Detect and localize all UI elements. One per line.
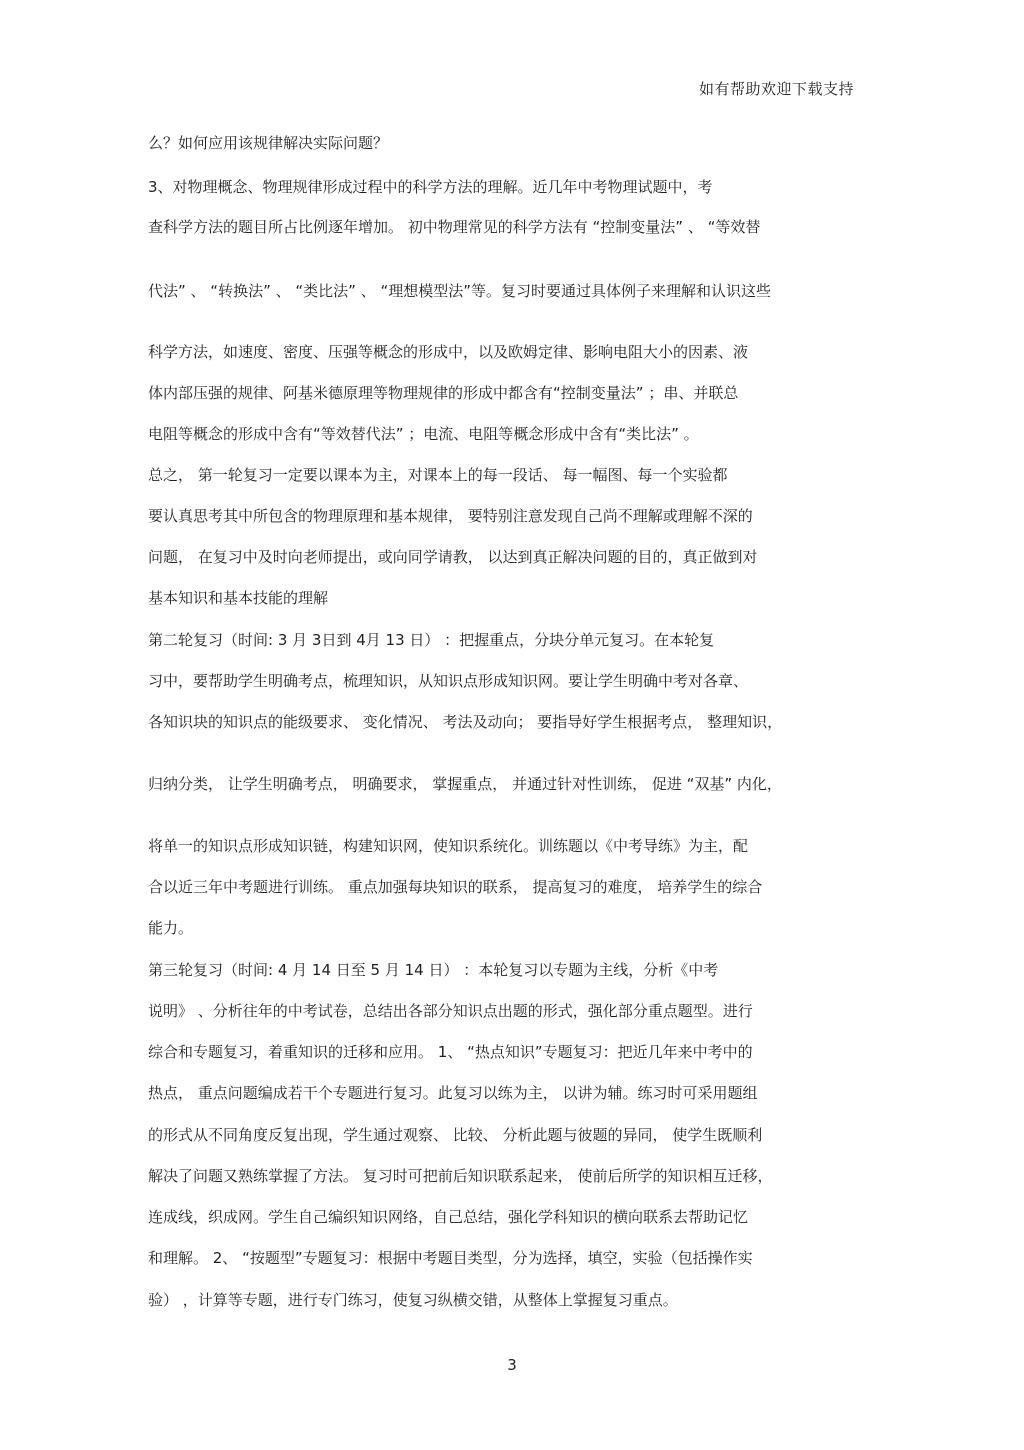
body-line: 热点， 重点问题编成若干个专题进行复习。此复习以练为主， 以讲为辅。练习时可采用题组 — [148, 1084, 758, 1102]
body-line: 代法” 、 “转换法” 、 “类比法” 、 “理想模型法”等。复习时要通过具体例子来理解和认识这些 — [148, 282, 772, 300]
body-line: 3、对物理概念、物理规律形成过程中的科学方法的理解。近几年中考物理试题中，考 — [148, 178, 713, 196]
body-line: 合以近三年中考题进行训练。 重点加强每块知识的联系， 提高复习的难度， 培养学生的综合 — [148, 878, 763, 896]
body-line: 科学方法，如速度、密度、压强等概念的形成中，以及欧姆定律、影响电阻大小的因素、液 — [148, 343, 749, 361]
body-line: 能力。 — [148, 919, 194, 937]
body-line: 查科学方法的题目所占比例逐年增加。 初中物理常见的科学方法有 “控制变量法” 、 “等效替 — [148, 218, 761, 236]
body-line: 各知识块的知识点的能级要求、 变化情况、 考法及动向； 要指导好学生根据考点， 整理知识， — [148, 713, 783, 731]
body-line: 体内部压强的规律、阿基米德原理等物理规律的形成中都含有“控制变量法” ；串、并联总 — [148, 384, 739, 402]
body-line: 归纳分类， 让学生明确考点， 明确要求， 掌握重点， 并通过针对性训练， 促进 “双基” 内化， — [148, 775, 782, 793]
body-line: 和理解。 2、 “按题型”专题复习：根据中考题目类型，分为选择，填空，实验（包括操作实 — [148, 1249, 753, 1267]
page-number: 3 — [507, 1356, 517, 1374]
body-line: 第二轮复习（时间: 3 月 3日到 4月 13 日） ：把握重点，分块分单元复习。在本轮复 — [148, 631, 715, 649]
body-line: 要认真思考其中所包含的物理原理和基本规律， 要特别注意发现自己尚不理解或理解不深的 — [148, 507, 753, 525]
body-line: 说明》 、分析往年的中考试卷，总结出各部分知识点出题的形式，强化部分重点题型。进行 — [148, 1002, 753, 1020]
body-line: 电阻等概念的形成中含有“等效替代法” ；电流、电阻等概念形成中含有“类比法” 。 — [148, 425, 699, 443]
body-line: 问题， 在复习中及时向老师提出，或向同学请教， 以达到真正解决问题的目的，真正做到对 — [148, 548, 758, 566]
body-line: 习中，要帮助学生明确考点，梳理知识，从知识点形成知识网。要让学生明确中考对各章、 — [148, 672, 749, 690]
body-line: 将单一的知识点形成知识链，构建知识网，使知识系统化。训练题以《中考导练》为主，配 — [148, 837, 749, 855]
page-header: 如有帮助欢迎下载支持 — [698, 80, 854, 98]
body-line: 解决了问题又熟练掌握了方法。 复习时可把前后知识联系起来， 使前后所学的知识相互迁移， — [148, 1167, 773, 1185]
body-line: 第三轮复习（时间: 4 月 14 日至 5 月 14 日） ：本轮复习以专题为主线，分析《中考 — [148, 961, 719, 979]
body-line: 的形式从不同角度反复出现，学生通过观察、 比较、 分析此题与彼题的异同， 使学生既顺利 — [148, 1126, 763, 1144]
body-line: 验） ，计算等专题，进行专门练习，使复习纵横交错，从整体上掌握复习重点。 — [148, 1291, 678, 1309]
body-line: 么？如何应用该规律解决实际问题？ — [148, 134, 389, 152]
body-line: 连成线，织成网。学生自己编织知识网络，自己总结，强化学科知识的横向联系去帮助记忆 — [148, 1208, 749, 1226]
body-line: 基本知识和基本技能的理解 — [148, 589, 329, 607]
body-line: 总之， 第一轮复习一定要以课本为主，对课本上的每一段话、 每一幅图、每一个实验都 — [148, 466, 728, 484]
body-line: 综合和专题复习，着重知识的迁移和应用。 1、 “热点知识”专题复习：把近几年来中考中的 — [148, 1043, 753, 1061]
